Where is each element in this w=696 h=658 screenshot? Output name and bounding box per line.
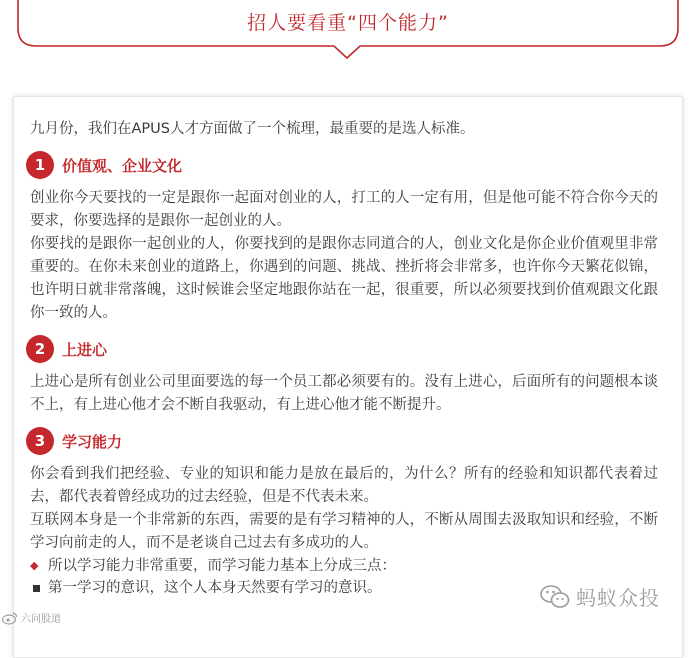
- paragraph: 上进心是所有创业公司里面要选的每一个员工都必须要有的。没有上进心，后面所有的问题根本谈不上，有上进心他才会不断自我驱动，有上进心他才能不断提升。: [30, 374, 658, 413]
- paragraph: 互联网本身是一个非常新的东西，需要的是有学习精神的人，不断从周围去汲取知识和经验，不断学习向前走的人，而不是老谈自己过去有多成功的人。: [30, 512, 658, 551]
- watermark-left: [2, 610, 61, 625]
- section-heading: [26, 425, 658, 457]
- sub-bullet-text: 第一学习的意识，这个人本身天然要有学习的意识。: [48, 580, 382, 596]
- section-ambition: [30, 333, 658, 417]
- section-title: 上进心: [62, 340, 108, 359]
- watermark-text: 蚂蚁众投: [576, 586, 660, 610]
- number-badge: 1: [26, 151, 54, 179]
- section-values: [30, 149, 658, 325]
- page-title: 招人要看重“四个能力”: [247, 12, 449, 34]
- diamond-bullet-icon: ◆: [30, 559, 39, 572]
- section-learning: [30, 425, 658, 599]
- weibo-icon: [2, 611, 18, 625]
- number-badge: 3: [26, 427, 54, 455]
- article-header: [0, 0, 696, 70]
- paragraph: 创业你今天要找的一定是跟你一起面对创业的人，打工的人一定有用，但是他可能不符合你今天的要求，你要选择的是跟你一起创业的人。: [30, 190, 658, 229]
- watermark-text: 六问股道: [21, 614, 61, 625]
- bullet-text: 所以学习能力非常重要，而学习能力基本上分成三点：: [48, 558, 396, 574]
- section-title: 价值观、企业文化: [62, 156, 183, 175]
- watermark-right: [540, 582, 660, 611]
- number-badge: 2: [26, 335, 54, 363]
- section-title: 学习能力: [62, 432, 123, 451]
- paragraph: 你会看到我们把经验、专业的知识和能力是放在最后的，为什么？所有的经验和知识都代表着过去，都代表着曾经成功的过去经验，但是不代表未来。: [30, 466, 658, 505]
- paragraph: 你要找的是跟你一起创业的人，你要找到的是跟你志同道合的人，创业文化是你企业价值观里非常重要的。在你未来创业的道路上，你遇到的问题、挑战、挫折将会非常多，也许你今天繁花似锦，也许明日就非常落魄，这时候谁会坚定地跟你站在一起，很重要，所以必须要找到价值观跟文化跟你一致的人。: [30, 236, 658, 321]
- wechat-icon: [540, 584, 570, 610]
- intro-text: 九月份，我们在APUS人才方面做了一个梳理，最重要的是选人标准。: [30, 121, 475, 137]
- article-body: [30, 117, 658, 599]
- square-bullet-icon: [33, 585, 40, 592]
- section-heading: [26, 149, 658, 181]
- bullet-item: [30, 555, 658, 577]
- section-heading: [26, 333, 658, 365]
